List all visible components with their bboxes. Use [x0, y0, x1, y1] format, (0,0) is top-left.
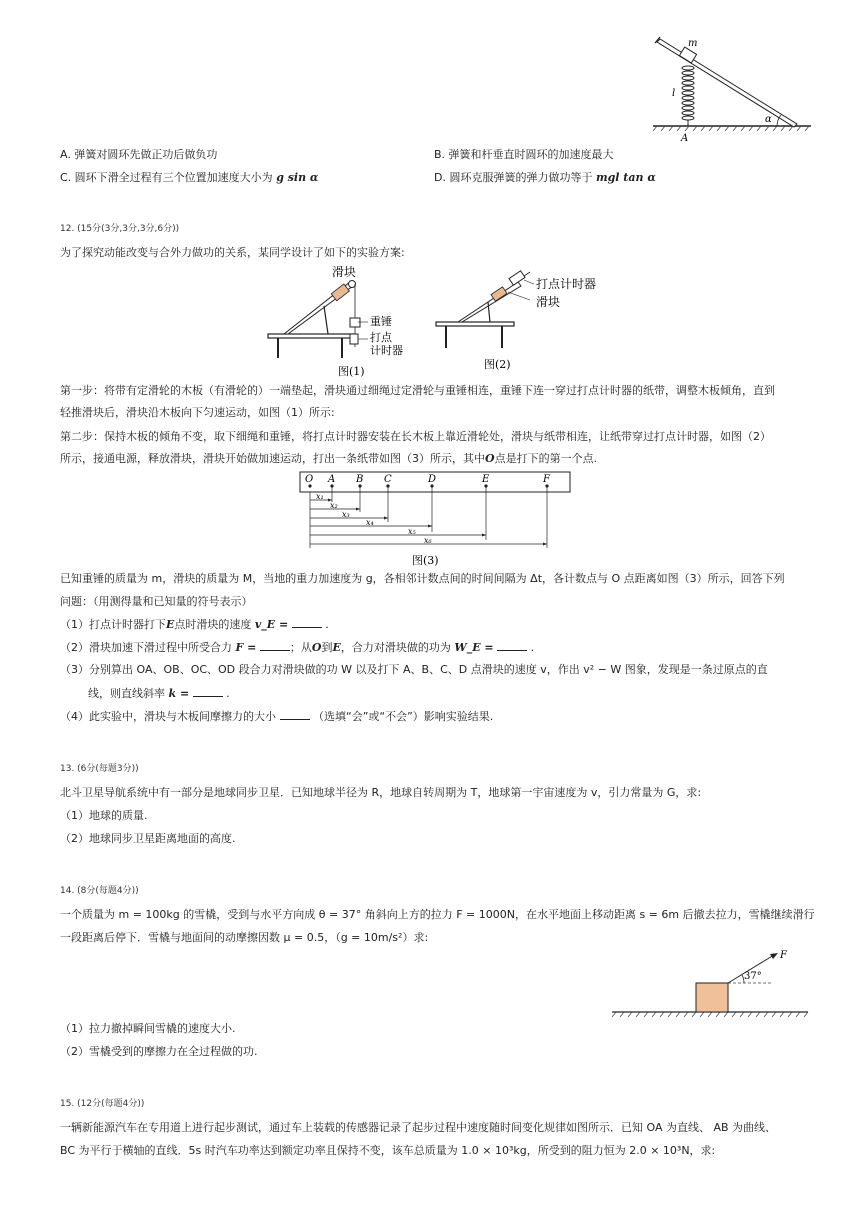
q12-sub3-line2-a: 线，则直线斜率 [88, 687, 165, 700]
q11-option-b: B. 弹簧和杆垂直时圆环的加速度最大 [434, 148, 614, 161]
q11-label-m: m [688, 38, 698, 49]
q14-sub1: （1）拉力撤掉瞬间雪橇的速度大小. [60, 1022, 236, 1035]
q12-sub1-math: v_E = [254, 618, 289, 631]
q12-step2-line2 [60, 451, 597, 467]
q11-option-d-text: D. 圆环克服弹簧的弹力做功等于 [434, 171, 593, 184]
tape-point-D: D [428, 474, 437, 485]
q12-sub2-blank2[interactable] [497, 639, 527, 651]
q12-sub1-E: E [166, 618, 175, 631]
tape-point-O: O [305, 474, 314, 485]
tape-caption: 图(3) [412, 554, 439, 567]
q12-sub1-b: 点时滑块的速度 [174, 618, 252, 631]
q12-sub1-a: （1）打点计时器打下 [60, 618, 166, 631]
q11-option-d [434, 170, 656, 186]
q13-sub1: （1）地球的质量. [60, 809, 148, 822]
q12-sub1 [60, 616, 329, 633]
q12-sub3-line1: （3）分别算出 OA、OB、OC、OD 段合力对滑块做的功 W 以及打下 A、B、C、D 点滑块的速度 v，作出 v² − W 图象，发现是一条过原点的直 [60, 663, 768, 676]
q14-line1: 一个质量为 m = 100kg 的雪橇，受到与水平方向成 θ = 37° 角斜向上方的拉力 F = 1000N，在水平地面上移动距离 s = 6m 后撤去拉力，雪橇继续滑行 [60, 908, 815, 921]
q12-sub1-blank[interactable] [292, 616, 322, 628]
q12-known-line1: 已知重锤的质量为 m，滑块的质量为 M，当地的重力加速度为 g，各相邻计数点间的时间间隔为 Δt，各计数点与 O 点距离如图（3）所示，回答下列 [60, 572, 785, 585]
q12-sub3-end: . [226, 687, 230, 700]
q11-option-a: A. 弹簧对圆环先做正功后做负功 [60, 148, 218, 161]
tape-dist-x3: x₃ [342, 510, 350, 519]
q11-option-c-math: g sin α [276, 171, 319, 184]
q12-sub2-math1: F = [235, 641, 257, 654]
q12-fig2-timer: 打点计时器 [536, 277, 597, 291]
q12-intro: 为了探究动能改变与合外力做功的关系，某同学设计了如下的实验方案: [60, 246, 405, 259]
tape-point-A: A [328, 474, 336, 485]
q12-fig1-slider: 滑块 [332, 265, 357, 279]
tape-dist-x5: x₅ [408, 527, 416, 536]
q11-figure [645, 34, 815, 144]
q14-header: 14. (8分(每题4分)) [60, 886, 139, 896]
q12-sub1-end: . [325, 618, 329, 631]
q13-sub2: （2）地球同步卫星距离地面的高度. [60, 832, 236, 845]
tape-dist-x2: x₂ [330, 501, 338, 510]
tape-point-E: E [482, 474, 490, 485]
q12-sub3-line2 [88, 685, 230, 702]
q15-line1: 一辆新能源汽车在专用道上进行起步测试，通过车上装载的传感器记录了起步过程中速度随时间变化规律如图所示．已知 OA 为直线、 AB 为曲线、 [60, 1121, 777, 1134]
q11-option-d-math: mgl tan α [595, 171, 656, 184]
tape-point-C: C [384, 474, 392, 485]
q14-sub2: （2）雪橇受到的摩擦力在全过程做的功. [60, 1045, 258, 1058]
q12-step1-line2: 轻推滑块后，滑块沿木板向下匀速运动，如图（1）所示: [60, 406, 335, 419]
q15-line2: BC 为平行于横轴的直线．5s 时汽车功率达到额定功率且保持不变，该车总质量为 1.0 × 10³kg，所受到的阻力恒为 2.0 × 10³N，求: [60, 1144, 716, 1157]
tape-point-B: B [356, 474, 364, 485]
q12-step2-line2-a: 所示，接通电源，释放滑块，滑块开始做加速运动，打出一条纸带如图（3）所示，其中 [60, 452, 485, 465]
q12-sub2-blank1[interactable] [260, 639, 290, 651]
q12-fig1-timer1: 打点 [370, 331, 392, 344]
q12-fig1-weight: 重锤 [370, 315, 392, 328]
q12-sub2-b: ；从 [289, 641, 312, 654]
q12-figure-2 [432, 262, 612, 372]
q12-header: 12. (15分(3分,3分,3分,6分)) [60, 224, 180, 234]
q12-step2-line2-O: O [485, 452, 495, 465]
q12-sub2-d: ，合力对滑块做的功为 [340, 641, 451, 654]
q13-header: 13. (6分(每题3分)) [60, 764, 139, 774]
q12-figure-1 [262, 262, 422, 380]
q12-fig2-slider: 滑块 [536, 295, 561, 309]
q12-known-line2: 问题：（用测得量和已知量的符号表示） [60, 595, 253, 608]
q12-sub3-math: k = [168, 687, 190, 700]
q12-sub4-blank[interactable] [280, 708, 310, 720]
q11-option-c-text: C. 圆环下滑全过程有三个位置加速度大小为 [60, 171, 273, 184]
q11-option-c [60, 170, 318, 186]
q12-step2-line2-b: 点是打下的第一个点. [494, 452, 598, 465]
q11-label-A: A [681, 133, 689, 144]
q12-fig1-caption: 图(1) [338, 365, 365, 378]
q15-header: 15. (12分(每题4分)) [60, 1099, 145, 1109]
tape-dist-x4: x₄ [366, 518, 374, 527]
q12-sub2-E: E [332, 641, 341, 654]
q13-line1: 北斗卫星导航系统中有一部分是地球同步卫星．已知地球半径为 R，地球自转周期为 T，地球第一宇宙速度为 v，引力常量为 G，求: [60, 786, 702, 799]
q12-sub2-end: . [530, 641, 535, 654]
q12-sub2-math2: W_E = [454, 641, 494, 654]
tape-point-F: F [543, 474, 550, 485]
q12-sub3-blank[interactable] [193, 685, 223, 697]
q12-sub2-a: （2）滑块加速下滑过程中所受合力 [60, 641, 232, 654]
q12-step2-line1: 第二步：保持木板的倾角不变，取下细绳和重锤，将打点计时器安装在长木板上靠近滑轮处，滑块与纸带相连，让纸带穿过打点计时器，如图（2） [60, 430, 771, 443]
q11-label-alpha: α [765, 114, 772, 125]
q12-sub2-O: O [311, 641, 322, 654]
q12-step1-line1: 第一步：将带有定滑轮的木板（有滑轮的）一端垫起，滑块通过细绳过定滑轮与重锤相连，重锤下连一穿过打点计时器的纸带，调整木板倾角，直到 [60, 384, 775, 397]
q14-fig-angle: 37° [744, 971, 762, 982]
q12-sub4-a: （4）此实验中，滑块与木板间摩擦力的大小 [60, 710, 276, 723]
q12-sub4 [60, 708, 493, 725]
q12-sub4-b: （选填“会”或“不会”）影响实验结果. [313, 710, 494, 723]
q14-fig-F: F [780, 950, 787, 961]
q14-line2: 一段距离后停下．雪橇与地面间的动摩擦因数 μ = 0.5，（g = 10m/s²）求: [60, 931, 429, 944]
tape-dist-x1: x₁ [316, 492, 324, 501]
q12-fig1-timer2: 计时器 [370, 344, 403, 357]
tape-dist-x6: x₆ [424, 536, 432, 545]
q12-fig2-caption: 图(2) [484, 358, 511, 371]
q12-figure-3-tape [296, 468, 576, 570]
q12-sub2-c: 到 [321, 641, 333, 654]
q11-label-l: l [672, 88, 676, 99]
q12-sub2 [60, 639, 534, 656]
q14-figure [608, 946, 812, 1020]
